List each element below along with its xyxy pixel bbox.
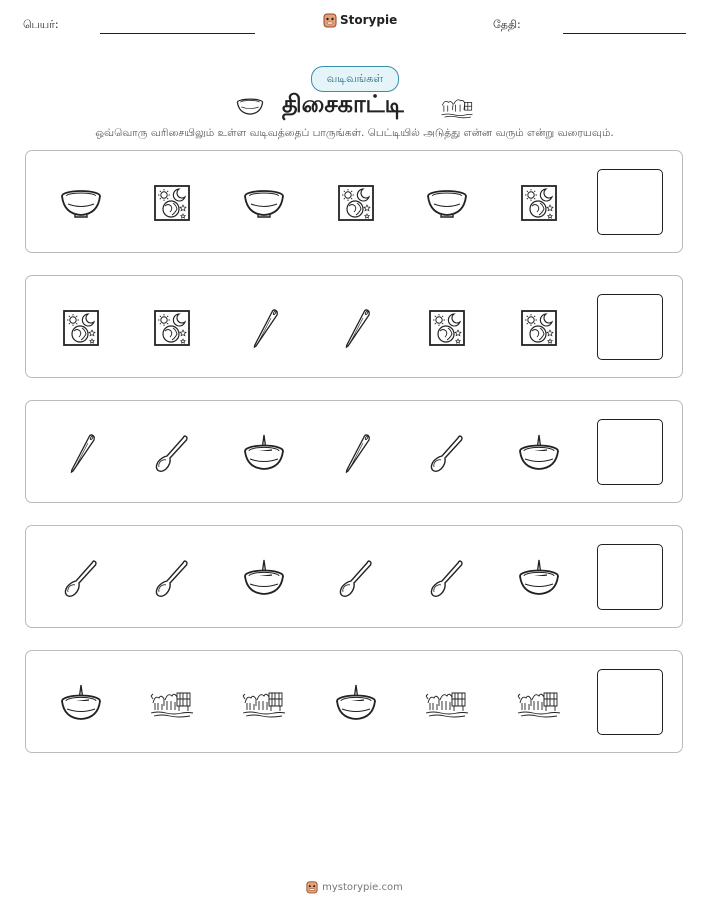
sun-moon-earth-icon	[425, 306, 469, 350]
compass-bowl-icon	[59, 681, 103, 725]
compass-bowl-icon	[334, 681, 378, 725]
spoon-icon	[334, 556, 378, 600]
pattern-row-4	[25, 525, 683, 628]
sun-moon-earth-icon	[517, 306, 561, 350]
sun-moon-earth-icon	[59, 306, 103, 350]
pattern-row-5	[25, 650, 683, 753]
name-line[interactable]	[100, 33, 255, 34]
bowl-icon	[242, 181, 286, 225]
needle-icon	[59, 431, 103, 475]
sun-moon-earth-icon	[517, 181, 561, 225]
caravan-title-icon	[440, 94, 474, 120]
brand-logo	[323, 12, 397, 28]
compass-bowl-icon	[242, 556, 286, 600]
pattern-row-2	[25, 275, 683, 378]
caravan-icon	[242, 681, 286, 725]
answer-box[interactable]	[597, 294, 663, 360]
caravan-icon	[517, 681, 561, 725]
spoon-icon	[150, 556, 194, 600]
pattern-row-1	[25, 150, 683, 253]
brand-name: Storypie	[340, 13, 398, 27]
name-label: பெயர்:	[23, 18, 59, 31]
spoon-icon	[425, 556, 469, 600]
answer-box[interactable]	[597, 169, 663, 235]
caravan-icon	[425, 681, 469, 725]
date-line[interactable]	[563, 33, 686, 34]
bowl-icon	[425, 181, 469, 225]
category-badge: வடிவங்கள்	[311, 66, 399, 92]
bowl-title-icon	[234, 96, 266, 118]
answer-box[interactable]	[597, 419, 663, 485]
pattern-row-3	[25, 400, 683, 503]
storypie-mascot-icon	[306, 880, 318, 894]
page-title: திசைகாட்டி	[282, 90, 404, 118]
instructions: ஒவ்வொரு வரிசையிலும் உள்ள வடிவத்தைப் பாருங்கள். பெட்டியில் அடுத்து என்ன வரும் என்று வரையவும்.	[95, 127, 614, 139]
spoon-icon	[425, 431, 469, 475]
footer-url: mystorypie.com	[322, 881, 403, 893]
bowl-icon	[59, 181, 103, 225]
date-label: தேதி:	[493, 18, 521, 31]
answer-box[interactable]	[597, 669, 663, 735]
sun-moon-earth-icon	[150, 181, 194, 225]
sun-moon-earth-icon	[334, 181, 378, 225]
sun-moon-earth-icon	[150, 306, 194, 350]
spoon-icon	[150, 431, 194, 475]
storypie-mascot-icon	[323, 12, 337, 28]
answer-box[interactable]	[597, 544, 663, 610]
needle-icon	[334, 306, 378, 350]
needle-icon	[242, 306, 286, 350]
spoon-icon	[59, 556, 103, 600]
compass-bowl-icon	[517, 431, 561, 475]
compass-bowl-icon	[517, 556, 561, 600]
caravan-icon	[150, 681, 194, 725]
needle-icon	[334, 431, 378, 475]
footer	[0, 880, 709, 894]
compass-bowl-icon	[242, 431, 286, 475]
